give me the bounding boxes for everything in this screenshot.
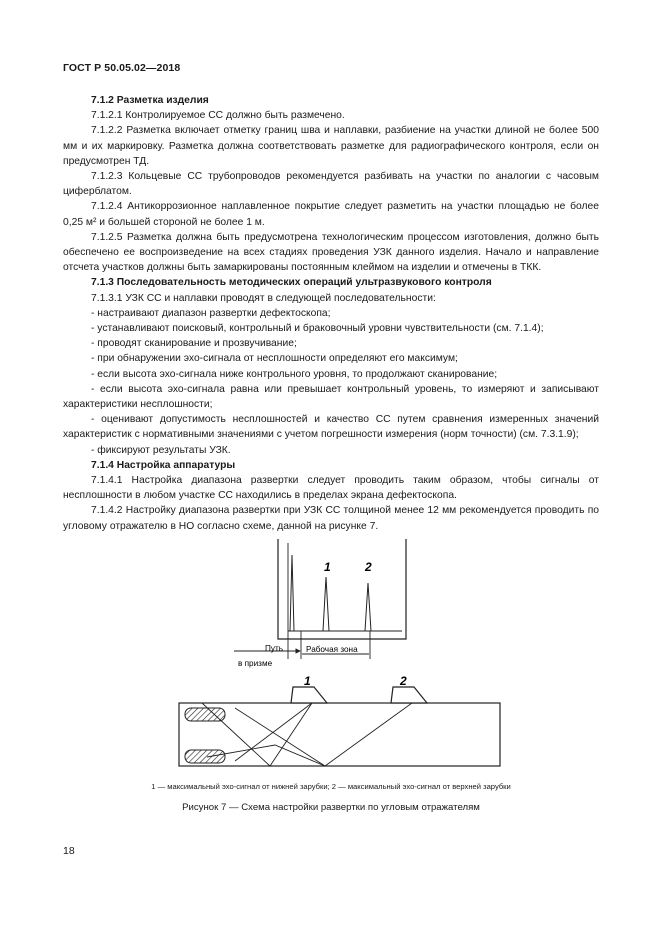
figure-7-diagram [150,535,530,775]
paragraph-7-1-2-3: 7.1.2.3 Кольцевые СС трубопроводов рекомендуется разбивать на участки по аналогии с часовым циферблатом. [63,171,599,198]
body-text [63,93,599,534]
peak-label-1: 1 [324,560,331,574]
initial-pulse [290,555,294,631]
section-heading-7-1-4: 7.1.4 Настройка аппаратуры [91,459,236,471]
label-path: Путь [265,644,283,653]
section-heading-7-1-2: 7.1.2 Разметка изделия [91,95,209,106]
figure-caption: Рисунок 7 — Схема настройки развертки по угловым отражателям [182,802,480,813]
lower-notch [185,750,225,763]
label-in-prism: в призме [238,659,273,668]
echo-peak-2 [365,583,371,631]
page-number: 18 [63,845,75,857]
section-heading-7-1-3: 7.1.3 Последовательность методических операций ультразвукового контроля [91,277,492,289]
echo-peak-1 [323,577,329,631]
flaw-detector-screen [278,539,406,659]
paragraph-7-1-4-2: 7.1.4.2 Настройку диапазона развертки при УЗК СС толщиной менее 12 мм рекомендуется проводить по угловому отражателю в НО согласно схеме, данной на рисунке 7. [63,505,599,532]
list-item: - оценивают допустимость несплошностей и качество СС путем сравнения измеренных значений характеристик с нормативными значениями с учетом погрешности измерения (норм точности) (см. 7.3.1.9); [63,414,599,441]
list-item: - если высота эхо-сигнала равна или превышает контрольный уровень, то измеряют и записывают характеристики несплошности; [63,383,599,411]
paragraph-7-1-4-1: 7.1.4.1 Настройка диапазона развертки следует проводить таким образом, чтобы сигналы от несплошности в любом участке СС находились в пределах экрана дефектоскопа. [63,475,599,502]
list-item: - если высота эхо-сигнала ниже контрольного уровня, то продолжают сканирование; [91,368,498,380]
list-item: - устанавливают поисковый, контрольный и браковочный уровни чувствительности (см. 7.1.4); [91,323,544,335]
list-item: - при обнаружении эхо-сигнала от несплошности определяют его максимум; [91,353,458,365]
probe-position-1 [291,687,327,703]
document-code-header: ГОСТ Р 50.05.02—2018 [63,62,181,74]
paragraph-7-1-2-4: 7.1.2.4 Антикоррозионное наплавленное покрытие следует разметить на участки площадью не более 0,25 м² и большей стороной не более 1 м. [63,201,599,228]
probe-position-2 [391,687,427,703]
paragraph-7-1-2-2: 7.1.2.2 Разметка включает отметку границ шва и наплавки, разбиение на участки длиной не более 500 мм и их маркировку. Разметка должна соответствовать разметке для радиографического контроля, если он предусмотрен ТД. [63,125,599,167]
paragraph-7-1-2-1: 7.1.2.1 Контролируемое СС должно быть размечено. [91,110,345,122]
list-item: - настраивают диапазон развертки дефектоскопа; [91,307,331,319]
peak-label-2: 2 [365,560,372,574]
probe-label-1: 1 [304,674,311,688]
paragraph-7-1-2-5: 7.1.2.5 Разметка должна быть предусмотрена технологическим процессом изготовления, должно быть обеспечено ее воспроизведение на всех стадиях проведения УЗК данного изделия. Начало и направление отсчета участков должны быть замаркированы постоянным клеймом на изделии и отмечены в ТКК. [63,231,599,274]
paragraph-7-1-3-1: 7.1.3.1 УЗК СС и наплавки проводят в следующей последовательности: [91,292,436,304]
label-work-zone: Рабочая зона [306,645,358,654]
dimension-annotations [234,644,369,668]
reference-specimen [179,674,500,766]
list-item: - фиксируют результаты УЗК. [91,444,231,456]
figure-note: 1 — максимальный эхо-сигнал от нижней зарубки; 2 — максимальный эхо-сигнал от верхней зарубки [151,782,511,791]
probe-label-2: 2 [400,674,407,688]
list-item: - проводят сканирование и прозвучивание; [91,338,297,350]
